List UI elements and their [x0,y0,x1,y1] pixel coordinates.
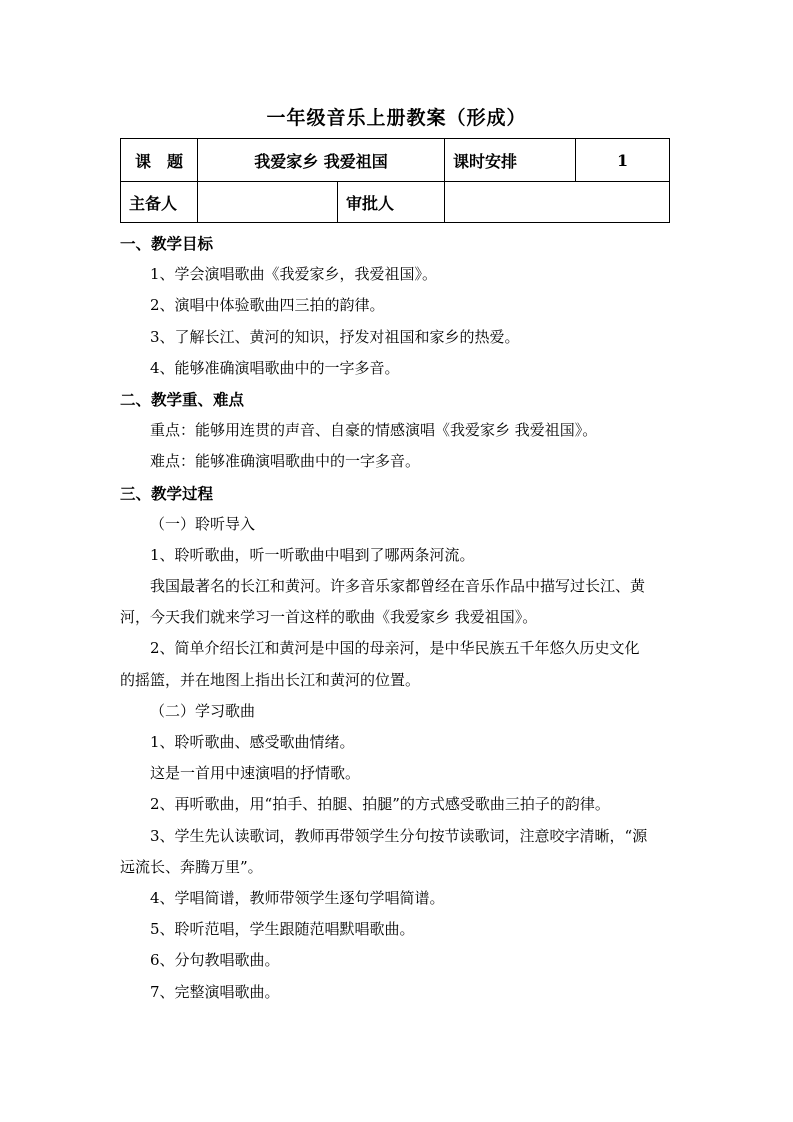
schedule-label: 课时安排 [445,139,576,182]
subsection-title: （一）聆听导入 [150,514,256,533]
preparer-value [198,182,338,223]
process-step: 4、学唱简谱，教师带领学生逐句学唱简谱。 [150,888,445,907]
topic-value: 我爱家乡 我爱祖国 [198,139,445,182]
process-step: 3、学生先认读歌词，教师再带领学生分句按节读歌词，注意咬字清晰，“源 [150,826,648,845]
approver-value [445,182,670,223]
process-step-continued: 的摇篮，并在地图上指出长江和黄河的位置。 [120,670,421,689]
section-heading-goals: 一、教学目标 [120,234,214,253]
paragraph-line: 这是一首用中速演唱的抒情歌。 [150,764,361,783]
process-step: 6、分句教唱歌曲。 [150,951,280,970]
lesson-info-table [120,138,670,223]
document-title: 一年级音乐上册教案（形成） [266,107,527,129]
process-step: 1、聆听歌曲，听一听歌曲中唱到了哪两条河流。 [150,545,475,564]
paragraph-line: 河，今天我们就来学习一首这样的歌曲《我爱家乡 我爱祖国》。 [120,608,538,627]
lesson-content [120,228,680,1008]
goal-item: 1、学会演唱歌曲《我爱家乡，我爱祖国》。 [150,265,438,284]
table-row [121,139,670,182]
process-step: 7、完整演唱歌曲。 [150,982,280,1001]
focus-point: 重点：能够用连贯的声音、自豪的情感演唱《我爱家乡 我爱祖国》。 [150,421,598,440]
process-step-continued: 远流长、奔腾万里”。 [120,857,263,876]
process-step: 1、聆听歌曲、感受歌曲情绪。 [150,733,355,751]
topic-label: 课 题 [121,139,198,182]
approver-label: 审批人 [338,182,445,223]
goal-item: 2、演唱中体验歌曲四三拍的韵律。 [150,296,385,315]
goal-item: 4、能够准确演唱歌曲中的一字多音。 [150,358,400,377]
paragraph-line: 我国最著名的长江和黄河。许多音乐家都曾经在音乐作品中描写过长江、黄 [150,577,646,596]
goal-item: 3、了解长江、黄河的知识，抒发对祖国和家乡的热爱。 [150,327,520,346]
section-heading-process: 三、教学过程 [120,483,214,503]
schedule-value: 1 [576,139,670,182]
section-heading-key-points: 二、教学重、难点 [120,389,245,409]
table-row [121,182,670,223]
process-step: 2、简单介绍长江和黄河是中国的母亲河，是中华民族五千年悠久历史文化 [150,639,640,658]
preparer-label: 主备人 [121,182,198,223]
process-step: 2、再听歌曲，用“拍手、拍腿、拍腿”的方式感受歌曲三拍子的韵律。 [150,795,610,814]
subsection-title: （二）学习歌曲 [150,701,256,720]
difficulty-point: 难点：能够准确演唱歌曲中的一字多音。 [150,452,421,471]
process-step: 5、聆听范唱，学生跟随范唱默唱歌曲。 [150,920,415,939]
